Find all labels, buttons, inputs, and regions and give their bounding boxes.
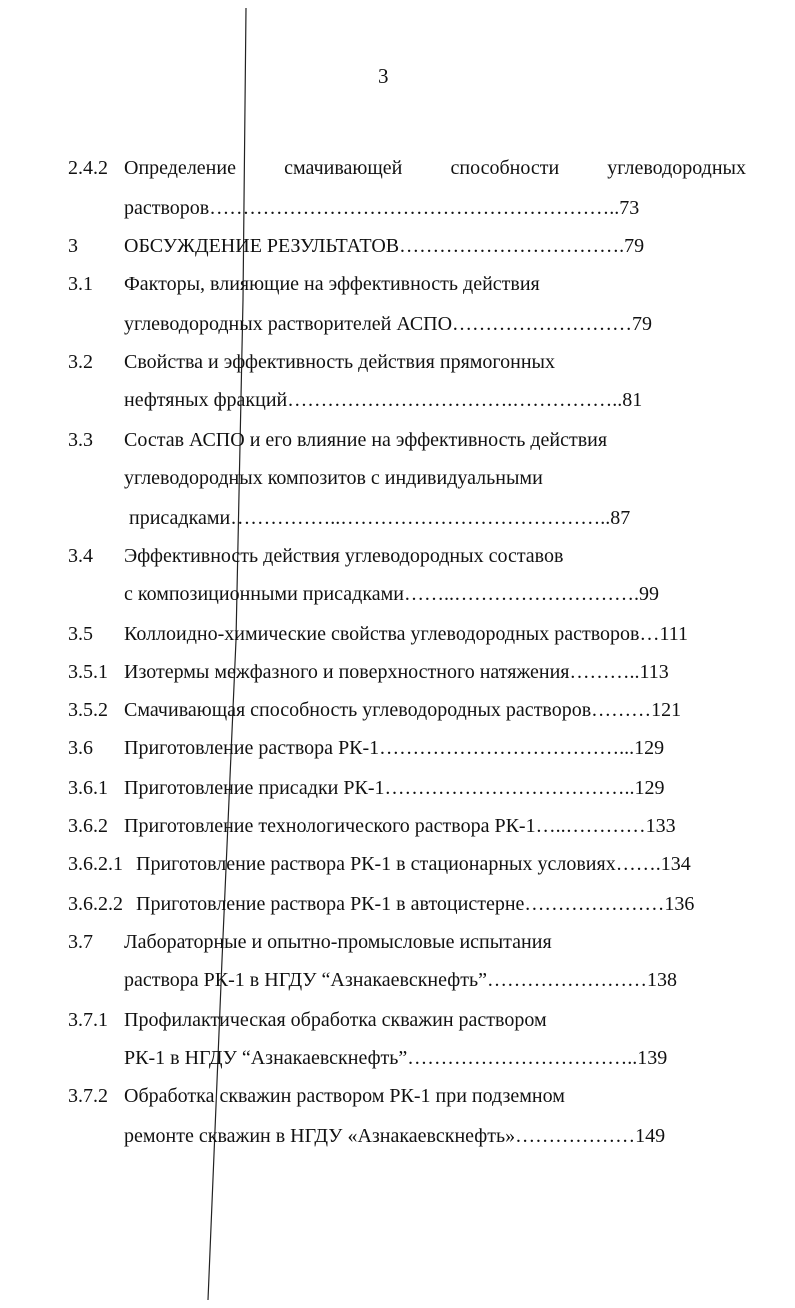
toc-entry-title: Приготовление раствора РК-1 в стационарных условиях…….134 (136, 853, 691, 875)
toc-entry-title: Факторы, влияющие на эффективность действия (124, 273, 540, 295)
toc-entry-number: 3.7 (68, 931, 93, 953)
toc-entry-number: 3.6.2.2 (68, 893, 123, 915)
toc-entry-title: Приготовление присадки РК-1………………………………..129 (124, 777, 665, 799)
toc-entry-title: Коллоидно-химические свойства углеводородных растворов…111 (124, 623, 688, 645)
toc-entry-number: 3.7.2 (68, 1085, 108, 1107)
toc-entry-number: 3.6.2 (68, 815, 108, 837)
toc-entry-continuation: присадками……………..…………………………………..87 (124, 507, 631, 529)
toc-entry-title: Профилактическая обработка скважин раствором (124, 1009, 547, 1031)
toc-entry-number: 2.4.2 (68, 157, 108, 179)
toc-entry-number: 3.5.2 (68, 699, 108, 721)
toc-entry-continuation: углеводородных композитов с индивидуальными (124, 467, 543, 489)
toc-entry-number: 3.5 (68, 623, 93, 645)
toc-entry-continuation: РК-1 в НГДУ “Азнакаевскнефть”……………………………..139 (124, 1047, 668, 1069)
toc-entry-number: 3.5.1 (68, 661, 108, 683)
toc-entry-number: 3.6.2.1 (68, 853, 123, 875)
toc-entry-number: 3.2 (68, 351, 93, 373)
toc-entry-title: Состав АСПО и его влияние на эффективность действия (124, 429, 608, 451)
toc-entry-title: Свойства и эффективность действия прямогонных (124, 351, 555, 373)
toc-entry-continuation: ремонте скважин в НГДУ «Азнакаевскнефть»………………149 (124, 1125, 666, 1147)
toc-entry-continuation: нефтяных фракций…………………………….……………..81 (124, 389, 643, 411)
toc-entry-title: ОБСУЖДЕНИЕ РЕЗУЛЬТАТОВ…………………………….79 (124, 235, 645, 257)
toc-entry-title: Смачивающая способность углеводородных растворов………121 (124, 699, 682, 721)
toc-entry-number: 3.3 (68, 429, 93, 451)
toc-entry-title: Приготовление раствора РК-1………………………………...129 (124, 737, 665, 759)
toc-entry-continuation: раствора РК-1 в НГДУ “Азнакаевскнефть”……………………138 (124, 969, 677, 991)
toc-entry-number: 3.4 (68, 545, 93, 567)
toc-entry-title: Лабораторные и опытно-промысловые испытания (124, 931, 552, 953)
toc-entry-title: Эффективность действия углеводородных составов (124, 545, 564, 567)
toc-entry-number: 3.1 (68, 273, 93, 295)
page-number: 3 (378, 64, 389, 88)
toc-entry-continuation: с композиционными присадками……..……………………….99 (124, 583, 659, 605)
toc-entry-continuation: углеводородных растворителей АСПО………………………79 (124, 313, 653, 335)
toc-entry-continuation: растворов……………………………………………………..73 (124, 197, 640, 219)
toc-entry-title: Приготовление технологического раствора РК-1…..…………133 (124, 815, 676, 837)
toc-entry-number: 3.7.1 (68, 1009, 108, 1031)
toc-entry-title: Определение смачивающей способности углеводородных (124, 157, 746, 179)
toc-entry-title: Обработка скважин раствором РК-1 при подземном (124, 1085, 565, 1107)
toc-entry-title: Изотермы межфазного и поверхностного натяжения………..113 (124, 661, 669, 683)
toc-entry-title: Приготовление раствора РК-1 в автоцистерне…………………136 (136, 893, 695, 915)
toc-entry-number: 3.6 (68, 737, 93, 759)
toc-entry-number: 3.6.1 (68, 777, 108, 799)
toc-entry-number: 3 (68, 235, 78, 257)
